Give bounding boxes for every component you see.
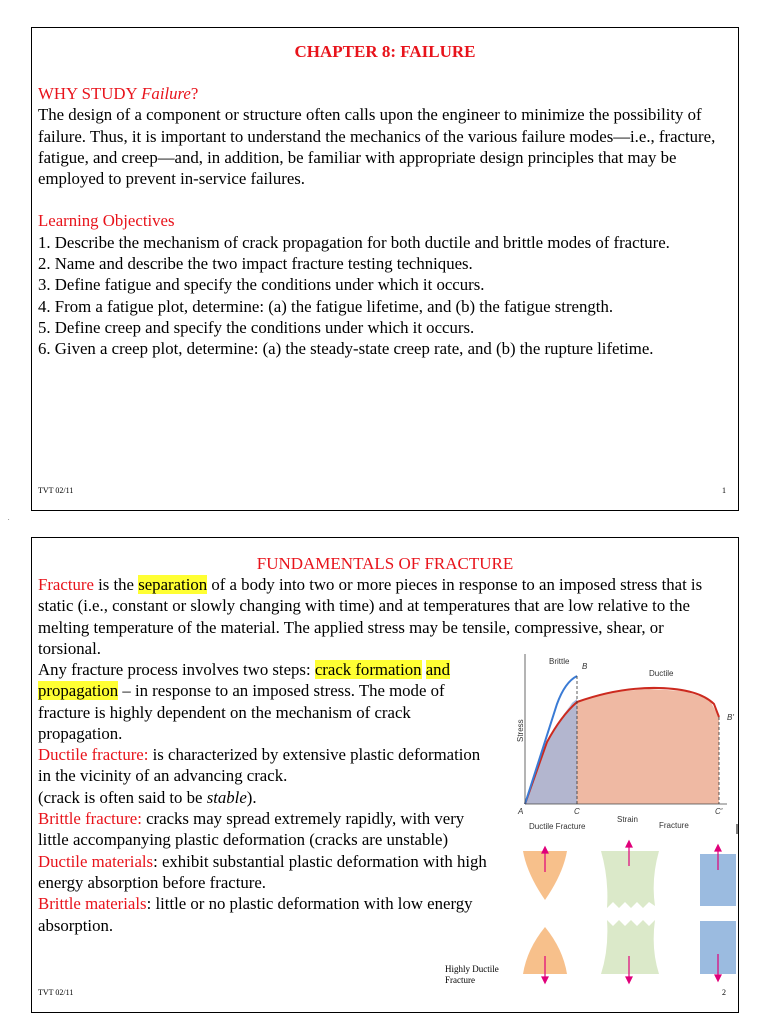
slide-2-footer: TVT 02/11 [38, 988, 74, 997]
why-study-heading: WHY STUDY Failure? [38, 84, 199, 103]
label-c: C [574, 807, 580, 816]
overlap-area [525, 699, 577, 804]
objective-item: 1. Describe the mechanism of crack propagation for both ductile and brittle modes of fracture. [38, 232, 670, 252]
label-b: B [582, 662, 588, 671]
caption-fracture: Fracture [659, 821, 689, 830]
slide-1-page-number: 1 [722, 486, 726, 495]
highly-ductile-caption: Highly Ductile Fracture [445, 964, 499, 985]
fracture-process: Any fracture process involves two steps: crack formation and propagation – in response to an imposed stress. The mode of fracture is highly dependent on the mechanism of crack propagation. [38, 660, 450, 743]
axis-label-strain: Strain [617, 815, 638, 824]
green-specimen-bottom [601, 920, 659, 974]
brittle-materials-definition: Brittle materials: little or no plastic deformation with low energy absorption. [38, 894, 473, 935]
label-ductile: Ductile [649, 669, 674, 678]
slide-2-title: FUNDAMENTALS OF FRACTURE [256, 554, 514, 573]
ductile-fracture-definition: Ductile fracture: is characterized by extensive plastic deformation in the vicinity of an advancing crack. [38, 745, 481, 786]
objective-item: 6. Given a creep plot, determine: (a) the steady-state creep rate, and (b) the rupture lifetime. [38, 339, 654, 359]
brittle-fracture-definition: Brittle fracture: cracks may spread extremely rapidly, with very little accompanying plastic deformation (cracks are unstable) [38, 809, 465, 850]
label-a: A [518, 807, 524, 816]
objective-item: 5. Define creep and specify the conditions under which it occurs. [38, 317, 475, 337]
label-bprime: B' [727, 713, 734, 722]
objective-item: 2. Name and describe the two impact fracture testing techniques. [38, 254, 473, 274]
slide-1-title: CHAPTER 8: FAILURE [294, 42, 476, 61]
axis-label-stress: Stress [516, 719, 525, 742]
slide-1-footer: TVT 02/11 [38, 486, 74, 495]
objective-item: 3. Define fatigue and specify the conditions under which it occurs. [38, 275, 485, 295]
caption-ductile-fracture: Ductile Fracture [529, 822, 586, 831]
green-specimen-top [601, 851, 659, 908]
objective-item: 4. From a fatigue plot, determine: (a) the fatigue lifetime, and (b) the fatigue strength. [38, 296, 614, 316]
stress-strain-figure [516, 644, 739, 994]
separator-dot: . [8, 516, 10, 522]
ductile-materials-definition: Ductile materials: exhibit substantial plastic deformation with high energy absorption before fracture. [38, 851, 487, 892]
fracture-definition: Fracture is the separation of a body into two or more pieces in response to an imposed stress that is static (i.e., constant or slowly changing with time) and at temperatures that are low relative to the melting temperature of the material. The applied stress may be tensile, compressive, shear, or torsional. [38, 575, 703, 658]
slide-2 [31, 537, 739, 1013]
slide-2-body-left [38, 659, 493, 936]
slide-1 [31, 27, 739, 511]
objectives-heading: Learning Objectives [38, 211, 175, 231]
slide-1-body [38, 83, 730, 360]
label-brittle: Brittle [549, 657, 570, 666]
ductile-fracture-note: (crack is often said to be stable). [38, 787, 257, 807]
slide-2-page-number: 2 [722, 988, 726, 997]
label-cprime: C' [715, 807, 723, 816]
why-study-text: The design of a component or structure often calls upon the engineer to minimize the possibility of failure. Thus, it is important to understand the mechanics of the various failure modes—i.e., fracture, fatigue, and creep—and, in addition, be familiar with appropriate design principles that may be employed to prevent in-service failures. [38, 105, 716, 189]
